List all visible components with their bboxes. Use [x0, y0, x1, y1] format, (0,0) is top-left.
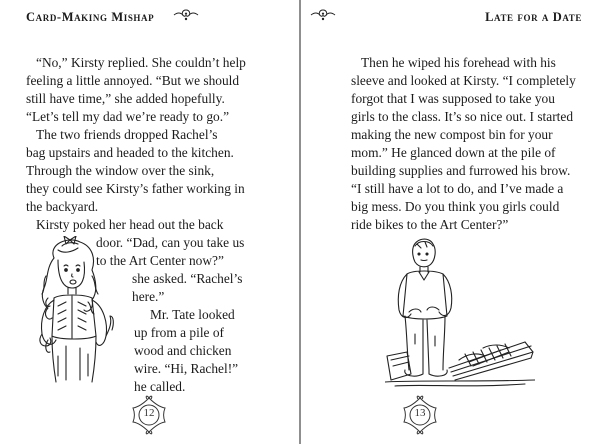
left-page [0, 0, 299, 444]
text-line: Through the window over the sink, [26, 163, 215, 178]
text-line: feeling a little annoyed. “But we should [26, 73, 240, 88]
text-line: to the Art Center now?” [96, 253, 224, 268]
text-line: forgot that I was supposed to take you [351, 91, 555, 106]
text-line: “Let’s tell my dad we’re ready to go.” [26, 109, 230, 124]
text-line: “No,” Kirsty replied. She couldn’t help [36, 55, 246, 70]
text-line: sleeve and looked at Kirsty. “I completely [351, 73, 576, 88]
text-line: “I still have a lot to do, and I’ve made a [351, 181, 564, 196]
text-line: he called. [134, 379, 186, 394]
running-head-left: Card-Making Mishap [26, 10, 155, 24]
text-line: building supplies and furrowed his brow. [351, 163, 571, 178]
mr-tate-illustration [385, 234, 535, 392]
text-line: she asked. “Rachel’s [132, 271, 243, 286]
text-line: door. “Dad, can you take us [96, 235, 245, 250]
text-line: ride bikes to the Art Center?” [351, 217, 509, 232]
page-number-badge [400, 395, 440, 435]
text-line: wire. “Hi, Rachel!” [134, 361, 239, 376]
text-line: big mess. Do you think you girls could [351, 199, 560, 214]
page-number-badge [129, 395, 169, 435]
text-line: up from a pile of [134, 325, 224, 340]
running-head-right: Late for a Date [485, 10, 582, 24]
text-line: here.” [132, 289, 165, 304]
text-line: still have time,” she added hopefully. [26, 91, 225, 106]
right-page [301, 0, 600, 444]
page-number: 13 [414, 407, 426, 419]
text-line: the backyard. [26, 199, 99, 214]
text-line: mom.” He glanced down at the pile of [351, 145, 556, 160]
text-line: bag upstairs and headed to the kitchen. [26, 145, 234, 160]
text-line: The two friends dropped Rachel’s [36, 127, 218, 142]
text-line: making the new compost bin for your [351, 127, 553, 142]
ornament-icon [309, 8, 337, 22]
text-line: Mr. Tate looked [150, 307, 235, 322]
text-line: girls to the class. It’s so nice out. I started [351, 109, 574, 124]
text-line: Then he wiped his forehead with his [361, 55, 556, 70]
text-line: wood and chicken [134, 343, 232, 358]
text-line: Kirsty poked her head out the back [36, 217, 224, 232]
page-number: 12 [143, 407, 155, 419]
kirsty-girl-illustration [18, 236, 130, 386]
text-line: they could see Kirsty’s father working in [26, 181, 245, 196]
ornament-icon [172, 8, 200, 22]
